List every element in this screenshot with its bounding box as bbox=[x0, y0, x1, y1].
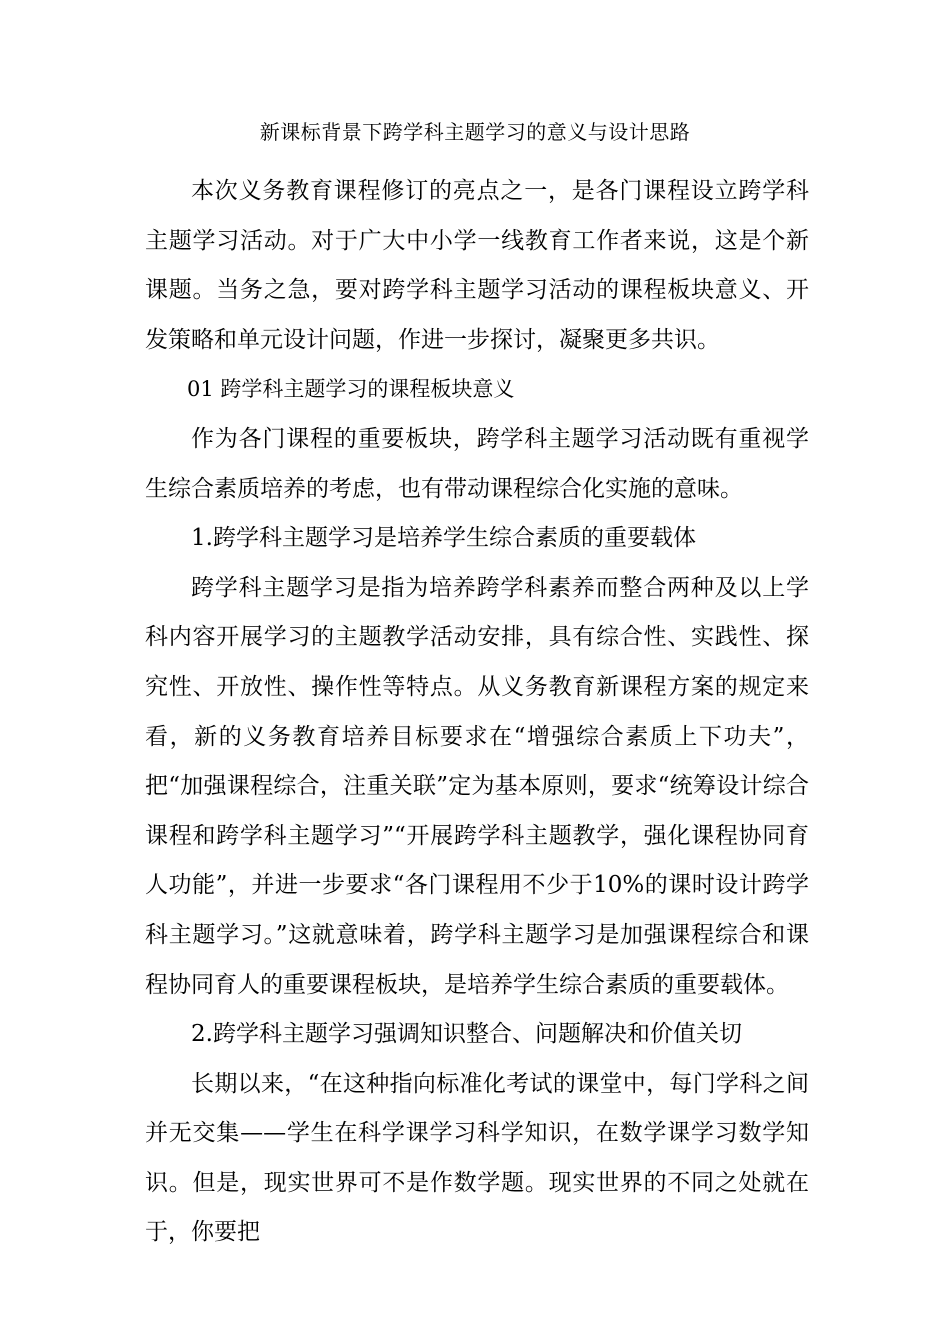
paragraph-section-01-intro: 作为各门课程的重要板块，跨学科主题学习活动既有重视学生综合素质培养的考虑，也有带动课程综合化实施的意味。 bbox=[145, 425, 809, 502]
paragraph-intro: 本次义务教育课程修订的亮点之一，是各门课程设立跨学科主题学习活动。对于广大中小学一线教育工作者来说，这是个新课题。当务之急，要对跨学科主题学习活动的课程板块意义、开发策略和单元设计问题，作进一步探讨，凝聚更多共识。 bbox=[145, 178, 809, 353]
document-title: 新课标背景下跨学科主题学习的意义与设计思路 bbox=[259, 120, 691, 144]
subheading-1: 1.跨学科主题学习是培养学生综合素质的重要载体 bbox=[191, 525, 696, 552]
subheading-2: 2.跨学科主题学习强调知识整合、问题解决和价值关切 bbox=[191, 1021, 742, 1048]
section-heading-01: 01 跨学科主题学习的课程板块意义 bbox=[187, 377, 515, 402]
paragraph-subsection-2: 长期以来，“在这种指向标准化考试的课堂中，每门学科之间并无交集——学生在科学课学习科学知识，在数学课学习数学知识。但是，现实世界可不是作数学题。现实世界的不同之处就在于，你要把 bbox=[145, 1070, 809, 1246]
paragraph-subsection-1: 跨学科主题学习是指为培养跨学科素养而整合两种及以上学科内容开展学习的主题教学活动安排，具有综合性、实践性、探究性、开放性、操作性等特点。从义务教育新课程方案的规定来看，新的义务教育培养目标要求在“增强综合素质上下功夫”，把“加强课程综合，注重关联”定为基本原则，要求“统筹设计综合课程和跨学科主题学习”“开展跨学科主题教学，强化课程协同育人功能”，并进一步要求“各门课程用不少于10%的课时设计跨学科主题学习。”这就意味着，跨学科主题学习是加强课程综合和课程协同育人的重要课程板块，是培养学生综合素质的重要载体。 bbox=[145, 574, 809, 998]
document-body bbox=[145, 167, 809, 1258]
